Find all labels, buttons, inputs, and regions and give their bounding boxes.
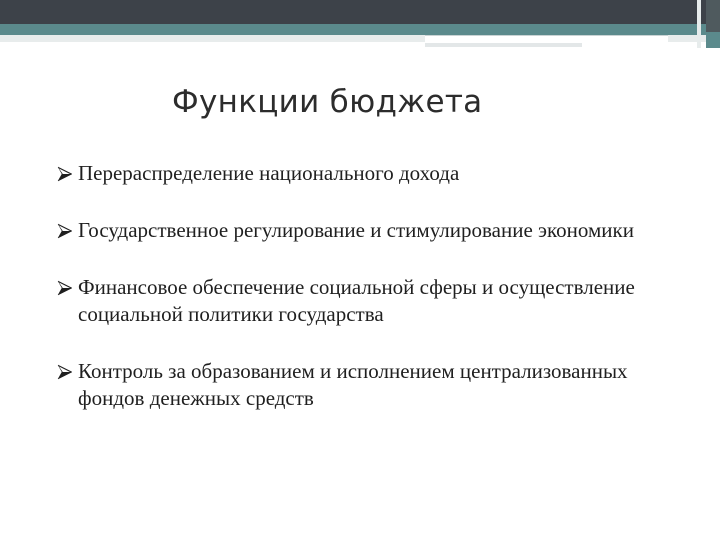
slide-title: Функции бюджета [172,84,483,120]
arrowhead-bullet-icon [56,274,76,301]
bullet-text: Перераспределение национального дохода [78,161,460,185]
bullet-item [56,160,676,187]
bullet-text: Контроль за образованием и исполнением централизованных фондов денежных средств [78,359,628,410]
header-accent-strip [425,43,582,47]
header-accent-right-light [697,0,701,48]
arrowhead-bullet-icon [56,217,76,244]
bullet-item [56,274,676,328]
header-bar-dark [0,0,720,24]
header-accent-right-teal [706,32,720,48]
bullet-item [56,358,676,412]
bullet-list [56,160,676,412]
bullet-item [56,217,676,244]
bullet-text: Финансовое обеспечение социальной сферы и осуществление социальной политики государства [78,275,635,326]
bullet-text: Государственное регулирование и стимулирование экономики [78,218,634,242]
header-bar-teal [0,24,720,35]
arrowhead-bullet-icon [56,358,76,385]
arrowhead-bullet-icon [56,160,76,187]
